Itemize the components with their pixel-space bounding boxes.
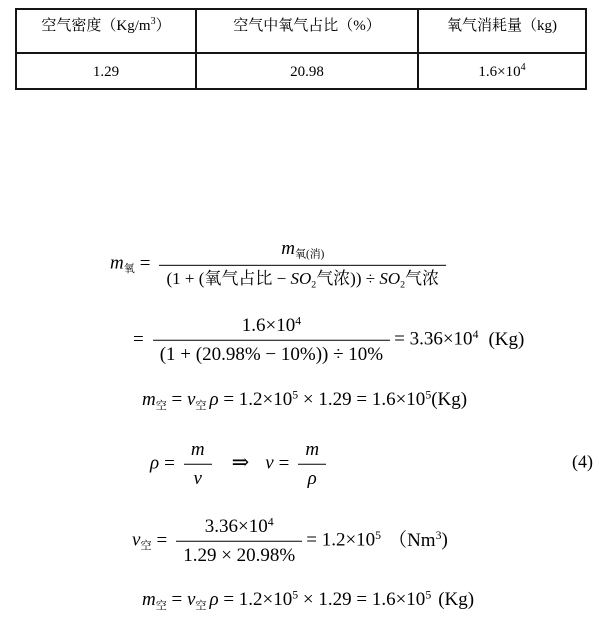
- denominator: v: [184, 464, 212, 491]
- subscript: 空: [195, 400, 207, 413]
- numerator: m: [190, 438, 205, 460]
- numerator: m: [305, 438, 320, 460]
- unit-superscript: 3: [435, 528, 442, 542]
- var-m: m: [281, 237, 295, 259]
- header-oxygen-consumption: [418, 9, 586, 53]
- fraction: [159, 237, 446, 291]
- superscript: 5: [292, 588, 299, 602]
- unit-label: (Kg): [488, 328, 525, 350]
- var-v: v: [186, 589, 196, 611]
- math-text: = 1.2×10: [218, 589, 293, 611]
- subscript: 空: [155, 400, 167, 413]
- superscript: 4: [267, 515, 274, 529]
- formula-density-relation: [150, 438, 330, 491]
- unit-label: ): [441, 529, 448, 551]
- subscript: 2: [400, 278, 406, 290]
- header-text: 空气密度（Kg/m: [41, 18, 151, 34]
- unit-label: (Kg): [431, 389, 468, 411]
- denominator: ρ: [298, 464, 326, 491]
- value-oxygen-consumption: [418, 53, 586, 89]
- var-m: m: [142, 589, 156, 611]
- numerator: [153, 314, 390, 340]
- subscript: 氧: [123, 263, 135, 276]
- superscript: 4: [472, 327, 479, 341]
- numerator: [159, 237, 446, 265]
- fraction: [153, 314, 390, 367]
- equals-sign: =: [166, 589, 187, 611]
- value-air-density: [16, 53, 196, 89]
- equals-sign: =: [278, 452, 290, 474]
- subscript: 空: [195, 600, 207, 613]
- var-m: m: [142, 389, 156, 411]
- numerator: [176, 515, 302, 541]
- math-text: 1.6×10: [241, 314, 296, 336]
- math-text: = 1.2×10: [218, 389, 293, 411]
- math-text: 气浓: [405, 268, 440, 288]
- header-text: 空气中氧气占比（%）: [233, 18, 381, 34]
- formula-air-mass-repeat: [142, 588, 474, 614]
- math-text: × 1.29 = 1.6×10: [298, 389, 426, 411]
- denominator: 1.29 × 20.98%: [176, 541, 302, 568]
- formula-oxygen-mass-evaluation: [128, 314, 524, 367]
- equation-number: (4): [572, 451, 593, 472]
- var-rho: ρ: [209, 589, 219, 611]
- air-parameters-table: [15, 8, 587, 90]
- var-so2: SO: [379, 268, 401, 288]
- var-rho: ρ: [150, 452, 160, 474]
- subscript: 空: [155, 600, 167, 613]
- cell-text: 1.6×10: [478, 63, 521, 80]
- header-superscript: 3: [150, 16, 156, 27]
- superscript: 5: [292, 388, 299, 402]
- denominator: (1 + (20.98% − 10%)) ÷ 10%: [153, 340, 390, 367]
- math-text: 气浓)) ÷: [316, 268, 380, 288]
- table-value-row: [16, 53, 586, 89]
- math-text: = 1.2×10: [306, 529, 376, 551]
- equals-sign: =: [164, 452, 175, 474]
- header-oxygen-ratio: [196, 9, 418, 53]
- header-air-density: [16, 9, 196, 53]
- var-v: v: [186, 389, 196, 411]
- unit-label: (Kg): [438, 589, 475, 611]
- superscript: 4: [295, 314, 302, 328]
- cell-superscript: 4: [520, 61, 526, 73]
- subscript: 氧(消): [294, 248, 325, 261]
- subscript: 2: [311, 278, 317, 290]
- equals-sign: =: [139, 252, 151, 274]
- denominator: [159, 264, 446, 291]
- var-so2: SO: [290, 268, 312, 288]
- value-oxygen-ratio: [196, 53, 418, 89]
- header-text: ）: [155, 18, 171, 34]
- subscript: 空: [140, 540, 152, 553]
- cell-text: 20.98: [290, 63, 324, 80]
- equals-sign: =: [156, 529, 168, 551]
- superscript: 5: [425, 388, 432, 402]
- var-rho: ρ: [209, 389, 219, 411]
- var-m: m: [110, 252, 124, 274]
- fraction: [298, 438, 326, 491]
- equals-sign: =: [166, 389, 187, 411]
- fraction: [176, 515, 302, 568]
- formula-air-volume: [132, 515, 448, 568]
- equals-sign: =: [133, 328, 144, 350]
- math-text: × 1.29 = 1.6×10: [298, 589, 426, 611]
- implies-arrow-icon: ⇒: [231, 449, 250, 474]
- math-text: (1 + (氧气占比 −: [166, 268, 291, 288]
- var-v: v: [265, 452, 274, 474]
- fraction: [184, 438, 212, 491]
- var-v: v: [132, 529, 141, 551]
- unit-label: （Nm: [388, 529, 436, 551]
- table-header-row: [16, 9, 586, 53]
- formula-air-mass: [142, 388, 467, 414]
- superscript: 5: [375, 528, 382, 542]
- header-text: 氧气消耗量（kg): [447, 18, 557, 34]
- cell-text: 1.29: [92, 63, 120, 80]
- superscript: 5: [425, 588, 432, 602]
- math-text: = 3.36×10: [394, 328, 473, 350]
- math-text: 3.36×10: [204, 515, 268, 537]
- formula-oxygen-mass-definition: [110, 237, 450, 291]
